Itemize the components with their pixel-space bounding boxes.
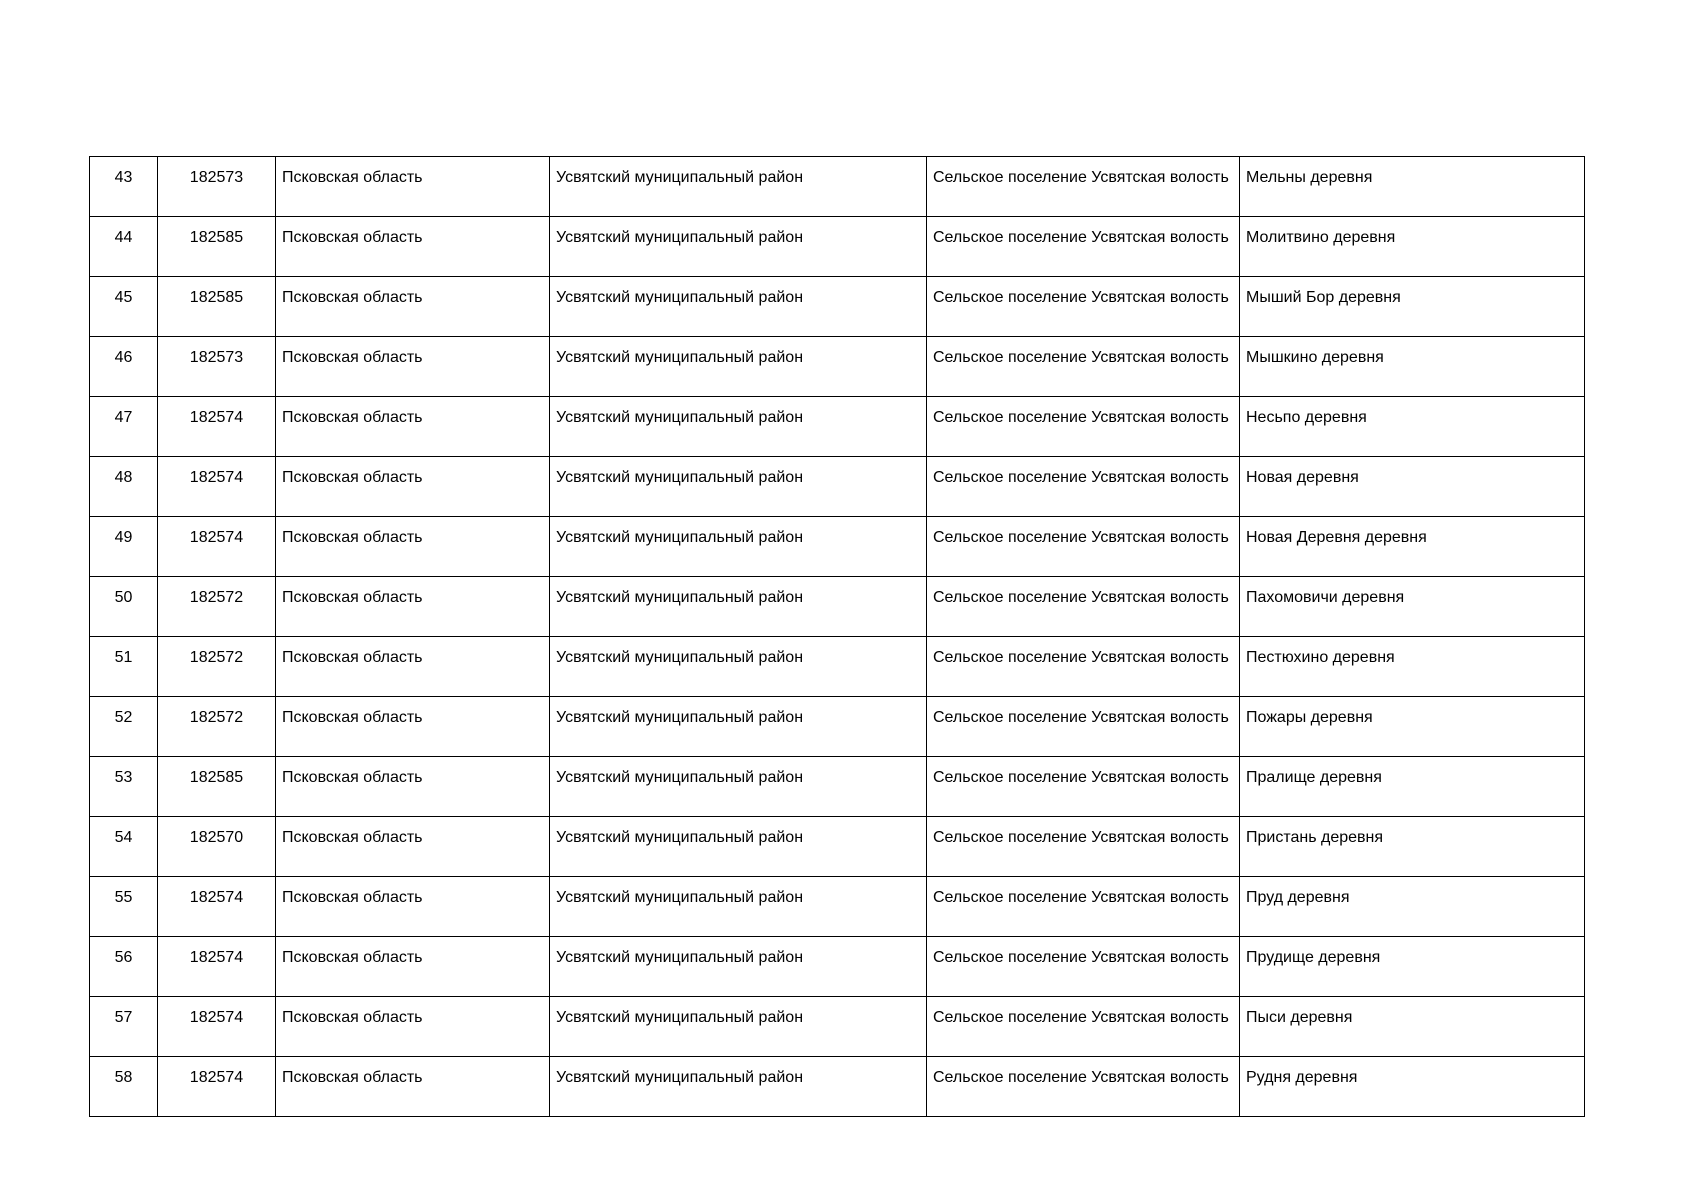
region: Псковская область	[282, 1069, 423, 1086]
settlement: Сельское поселение Усвятская волость	[933, 529, 1229, 546]
settlement-cell	[927, 457, 1240, 517]
region-cell	[276, 457, 550, 517]
district: Усвятский муниципальный район	[556, 889, 804, 906]
locality-cell	[1240, 817, 1585, 877]
row-number-cell	[90, 697, 158, 757]
table-row	[90, 997, 1585, 1057]
locality: Мельны деревня	[1246, 169, 1373, 186]
locality: Мышкино деревня	[1246, 349, 1384, 366]
district-cell	[550, 157, 927, 217]
district-cell	[550, 517, 927, 577]
region-cell	[276, 637, 550, 697]
district-cell	[550, 817, 927, 877]
row-number: 51	[114, 649, 133, 666]
locality: Новая деревня	[1246, 469, 1359, 486]
district-cell	[550, 457, 927, 517]
settlement-cell	[927, 757, 1240, 817]
region-cell	[276, 217, 550, 277]
settlement-cell	[927, 637, 1240, 697]
district: Усвятский муниципальный район	[556, 469, 804, 486]
region: Псковская область	[282, 409, 423, 426]
postal-code-cell	[158, 757, 276, 817]
postal-code: 182573	[189, 349, 244, 366]
district-cell	[550, 877, 927, 937]
region: Псковская область	[282, 469, 423, 486]
locality-cell	[1240, 577, 1585, 637]
region: Псковская область	[282, 949, 423, 966]
settlement-cell	[927, 1057, 1240, 1117]
postal-code: 182574	[189, 949, 244, 966]
settlement: Сельское поселение Усвятская волость	[933, 709, 1229, 726]
postal-code: 182574	[189, 469, 244, 486]
table-row	[90, 157, 1585, 217]
locality: Пыси деревня	[1246, 1009, 1353, 1026]
district-cell	[550, 577, 927, 637]
region: Псковская область	[282, 769, 423, 786]
row-number: 43	[114, 169, 133, 186]
table-row	[90, 757, 1585, 817]
postal-code-cell	[158, 397, 276, 457]
row-number: 48	[114, 469, 133, 486]
region: Псковская область	[282, 829, 423, 846]
table-body	[90, 157, 1585, 1117]
row-number: 55	[114, 889, 133, 906]
district-cell	[550, 997, 927, 1057]
district: Усвятский муниципальный район	[556, 949, 804, 966]
table-row	[90, 697, 1585, 757]
settlement-cell	[927, 277, 1240, 337]
postal-code-cell	[158, 577, 276, 637]
settlement-cell	[927, 997, 1240, 1057]
row-number-cell	[90, 877, 158, 937]
region-cell	[276, 577, 550, 637]
settlement-cell	[927, 217, 1240, 277]
district: Усвятский муниципальный район	[556, 649, 804, 666]
locality-cell	[1240, 1057, 1585, 1117]
district-cell	[550, 217, 927, 277]
region: Псковская область	[282, 709, 423, 726]
locality-cell	[1240, 397, 1585, 457]
region-cell	[276, 817, 550, 877]
row-number: 54	[114, 829, 133, 846]
settlement: Сельское поселение Усвятская волость	[933, 229, 1229, 246]
postal-code: 182585	[189, 769, 244, 786]
settlement: Сельское поселение Усвятская волость	[933, 469, 1229, 486]
locality-cell	[1240, 637, 1585, 697]
locality-cell	[1240, 157, 1585, 217]
row-number: 58	[114, 1069, 133, 1086]
district: Усвятский муниципальный район	[556, 229, 804, 246]
postal-code: 182570	[189, 829, 244, 846]
row-number-cell	[90, 937, 158, 997]
district: Усвятский муниципальный район	[556, 349, 804, 366]
district-cell	[550, 697, 927, 757]
district: Усвятский муниципальный район	[556, 709, 804, 726]
locality: Пристань деревня	[1246, 829, 1384, 846]
region-cell	[276, 1057, 550, 1117]
settlement: Сельское поселение Усвятская волость	[933, 1009, 1229, 1026]
region: Псковская область	[282, 289, 423, 306]
district-cell	[550, 1057, 927, 1117]
postal-code: 182574	[189, 529, 244, 546]
region-cell	[276, 877, 550, 937]
postal-code: 182574	[189, 1009, 244, 1026]
region: Псковская область	[282, 229, 423, 246]
locality-cell	[1240, 277, 1585, 337]
row-number-cell	[90, 217, 158, 277]
row-number-cell	[90, 337, 158, 397]
table-row	[90, 517, 1585, 577]
table-row	[90, 1057, 1585, 1117]
locality: Пахомовичи деревня	[1246, 589, 1405, 606]
table-row	[90, 277, 1585, 337]
settlement: Сельское поселение Усвятская волость	[933, 409, 1229, 426]
row-number-cell	[90, 637, 158, 697]
district: Усвятский муниципальный район	[556, 769, 804, 786]
row-number-cell	[90, 577, 158, 637]
settlement: Сельское поселение Усвятская волость	[933, 349, 1229, 366]
postal-code: 182572	[189, 589, 244, 606]
postal-code-cell	[158, 277, 276, 337]
postal-code: 182574	[189, 1069, 244, 1086]
region: Псковская область	[282, 169, 423, 186]
locality-cell	[1240, 877, 1585, 937]
row-number: 49	[114, 529, 133, 546]
table-row	[90, 637, 1585, 697]
settlement-cell	[927, 577, 1240, 637]
region-cell	[276, 397, 550, 457]
row-number: 44	[114, 229, 133, 246]
settlements-table	[89, 156, 1585, 1117]
settlement: Сельское поселение Усвятская волость	[933, 829, 1229, 846]
district: Усвятский муниципальный район	[556, 1009, 804, 1026]
locality-cell	[1240, 757, 1585, 817]
postal-code: 182574	[189, 409, 244, 426]
region-cell	[276, 277, 550, 337]
locality: Пралище деревня	[1246, 769, 1382, 786]
table-row	[90, 337, 1585, 397]
region: Псковская область	[282, 589, 423, 606]
row-number: 53	[114, 769, 133, 786]
region-cell	[276, 337, 550, 397]
locality-cell	[1240, 457, 1585, 517]
locality-cell	[1240, 997, 1585, 1057]
postal-code-cell	[158, 817, 276, 877]
region-cell	[276, 157, 550, 217]
row-number: 47	[114, 409, 133, 426]
district: Усвятский муниципальный район	[556, 1069, 804, 1086]
district: Усвятский муниципальный район	[556, 589, 804, 606]
row-number-cell	[90, 517, 158, 577]
settlement-cell	[927, 697, 1240, 757]
settlement-cell	[927, 337, 1240, 397]
settlement-cell	[927, 817, 1240, 877]
row-number: 57	[114, 1009, 133, 1026]
district: Усвятский муниципальный район	[556, 829, 804, 846]
postal-code-cell	[158, 217, 276, 277]
row-number: 52	[114, 709, 133, 726]
row-number: 45	[114, 289, 133, 306]
settlement: Сельское поселение Усвятская волость	[933, 949, 1229, 966]
district: Усвятский муниципальный район	[556, 289, 804, 306]
settlement: Сельское поселение Усвятская волость	[933, 769, 1229, 786]
locality: Пестюхино деревня	[1246, 649, 1395, 666]
postal-code-cell	[158, 157, 276, 217]
region-cell	[276, 517, 550, 577]
postal-code: 182573	[189, 169, 244, 186]
settlement-cell	[927, 877, 1240, 937]
locality-cell	[1240, 217, 1585, 277]
locality: Пожары деревня	[1246, 709, 1373, 726]
district-cell	[550, 937, 927, 997]
settlement-cell	[927, 517, 1240, 577]
region: Псковская область	[282, 889, 423, 906]
district-cell	[550, 397, 927, 457]
region-cell	[276, 997, 550, 1057]
settlement: Сельское поселение Усвятская волость	[933, 169, 1229, 186]
district-cell	[550, 637, 927, 697]
table-row	[90, 937, 1585, 997]
row-number-cell	[90, 157, 158, 217]
postal-code: 182574	[189, 889, 244, 906]
row-number-cell	[90, 757, 158, 817]
settlement: Сельское поселение Усвятская волость	[933, 589, 1229, 606]
locality-cell	[1240, 337, 1585, 397]
settlement-cell	[927, 157, 1240, 217]
postal-code-cell	[158, 1057, 276, 1117]
postal-code-cell	[158, 877, 276, 937]
table-row	[90, 817, 1585, 877]
postal-code-cell	[158, 637, 276, 697]
locality: Прудище деревня	[1246, 949, 1381, 966]
locality-cell	[1240, 517, 1585, 577]
table-row	[90, 877, 1585, 937]
postal-code-cell	[158, 997, 276, 1057]
postal-code-cell	[158, 457, 276, 517]
postal-code: 182585	[189, 289, 244, 306]
district-cell	[550, 337, 927, 397]
row-number-cell	[90, 1057, 158, 1117]
locality: Молитвино деревня	[1246, 229, 1396, 246]
table-row	[90, 217, 1585, 277]
postal-code-cell	[158, 337, 276, 397]
settlement: Сельское поселение Усвятская волость	[933, 889, 1229, 906]
region: Псковская область	[282, 349, 423, 366]
region: Псковская область	[282, 529, 423, 546]
row-number-cell	[90, 817, 158, 877]
postal-code: 182585	[189, 229, 244, 246]
settlement-cell	[927, 937, 1240, 997]
locality: Пруд деревня	[1246, 889, 1350, 906]
region-cell	[276, 697, 550, 757]
postal-code: 182572	[189, 709, 244, 726]
row-number-cell	[90, 277, 158, 337]
locality-cell	[1240, 937, 1585, 997]
row-number-cell	[90, 397, 158, 457]
settlement-cell	[927, 397, 1240, 457]
settlement: Сельское поселение Усвятская волость	[933, 649, 1229, 666]
row-number: 50	[114, 589, 133, 606]
table-row	[90, 457, 1585, 517]
table-row	[90, 577, 1585, 637]
district-cell	[550, 277, 927, 337]
postal-code: 182572	[189, 649, 244, 666]
settlement: Сельское поселение Усвятская волость	[933, 289, 1229, 306]
locality: Новая Деревня деревня	[1246, 529, 1427, 546]
region-cell	[276, 757, 550, 817]
district: Усвятский муниципальный район	[556, 409, 804, 426]
district-cell	[550, 757, 927, 817]
region: Псковская область	[282, 649, 423, 666]
postal-code-cell	[158, 517, 276, 577]
district: Усвятский муниципальный район	[556, 169, 804, 186]
locality: Мыший Бор деревня	[1246, 289, 1401, 306]
locality: Несьпо деревня	[1246, 409, 1367, 426]
locality: Рудня деревня	[1246, 1069, 1358, 1086]
settlement: Сельское поселение Усвятская волость	[933, 1069, 1229, 1086]
region-cell	[276, 937, 550, 997]
row-number: 56	[114, 949, 133, 966]
postal-code-cell	[158, 697, 276, 757]
row-number: 46	[114, 349, 133, 366]
locality-cell	[1240, 697, 1585, 757]
table-row	[90, 397, 1585, 457]
region: Псковская область	[282, 1009, 423, 1026]
postal-code-cell	[158, 937, 276, 997]
row-number-cell	[90, 997, 158, 1057]
district: Усвятский муниципальный район	[556, 529, 804, 546]
row-number-cell	[90, 457, 158, 517]
